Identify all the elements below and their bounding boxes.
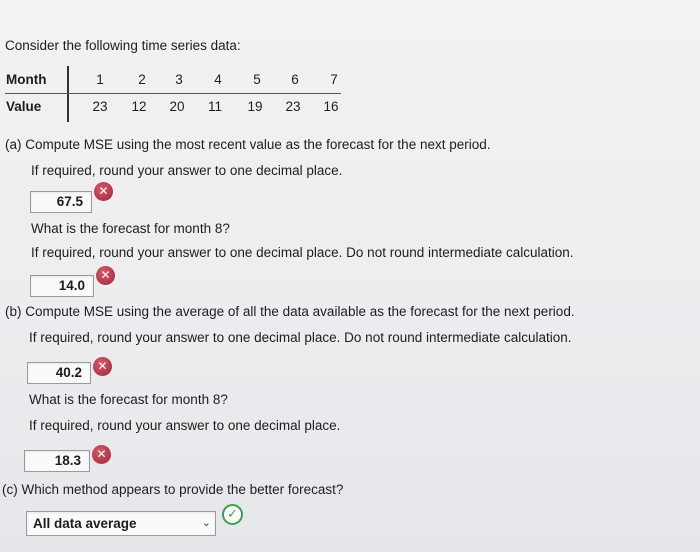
x-circle-icon: ✕ xyxy=(93,357,112,376)
value-cell: 23 xyxy=(285,99,301,114)
month-cell: 3 xyxy=(175,72,183,87)
month-cell: 6 xyxy=(291,72,299,87)
part-b-question: (b) Compute MSE using the average of all the data available as the forecast for the next period. xyxy=(5,304,575,319)
part-a-question-text: (a) Compute MSE using the most recent value as the forecast for the next period. xyxy=(5,137,491,152)
intro-text: Consider the following time series data: xyxy=(5,38,241,53)
value-cell: 16 xyxy=(323,99,339,114)
part-a-forecast-input[interactable] xyxy=(30,275,94,297)
month-cell: 1 xyxy=(96,72,104,87)
part-a-forecast-question: What is the forecast for month 8? xyxy=(31,221,230,236)
part-b-mse-input[interactable] xyxy=(27,362,91,384)
part-a-mse-input[interactable] xyxy=(30,191,92,213)
part-a-rounding-note: If required, round your answer to one decimal place. xyxy=(31,163,343,178)
part-b-forecast-input[interactable] xyxy=(24,450,90,472)
value-label: Value xyxy=(6,99,42,114)
part-a-forecast-note: If required, round your answer to one decimal place. Do not round intermediate calculation. xyxy=(31,245,574,260)
part-a-mse-value: 67.5 xyxy=(56,194,83,209)
month-label: Month xyxy=(6,72,47,87)
value-cell: 12 xyxy=(131,99,147,114)
value-cell: 23 xyxy=(92,99,108,114)
month-cell: 7 xyxy=(330,72,338,87)
part-b-mse-value: 40.2 xyxy=(55,365,82,380)
table-divider-vertical xyxy=(67,66,69,122)
month-cell: 2 xyxy=(138,72,146,87)
check-circle-icon: ✓ xyxy=(222,504,243,525)
x-circle-icon: ✕ xyxy=(94,182,113,201)
part-c-question: (c) Which method appears to provide the better forecast? xyxy=(2,482,344,497)
value-cell: 11 xyxy=(207,99,222,114)
month-cell: 5 xyxy=(253,72,261,87)
table-divider-horizontal xyxy=(5,93,341,94)
part-b-rounding-note: If required, round your answer to one decimal place. Do not round intermediate calculation. xyxy=(29,330,572,345)
method-select[interactable] xyxy=(26,511,216,536)
part-a-question xyxy=(5,137,491,152)
part-a-forecast-value: 14.0 xyxy=(58,278,85,293)
value-cell: 20 xyxy=(169,99,185,114)
part-b-forecast-question: What is the forecast for month 8? xyxy=(29,392,228,407)
value-cell: 19 xyxy=(247,99,263,114)
x-circle-icon: ✕ xyxy=(92,445,111,464)
part-b-forecast-note: If required, round your answer to one decimal place. xyxy=(29,418,341,433)
method-select-value: All data average xyxy=(33,516,137,531)
x-circle-icon: ✕ xyxy=(96,266,115,285)
part-b-forecast-value: 18.3 xyxy=(54,453,81,468)
month-cell: 4 xyxy=(214,72,222,87)
chevron-down-icon: ⌄ xyxy=(201,517,211,529)
